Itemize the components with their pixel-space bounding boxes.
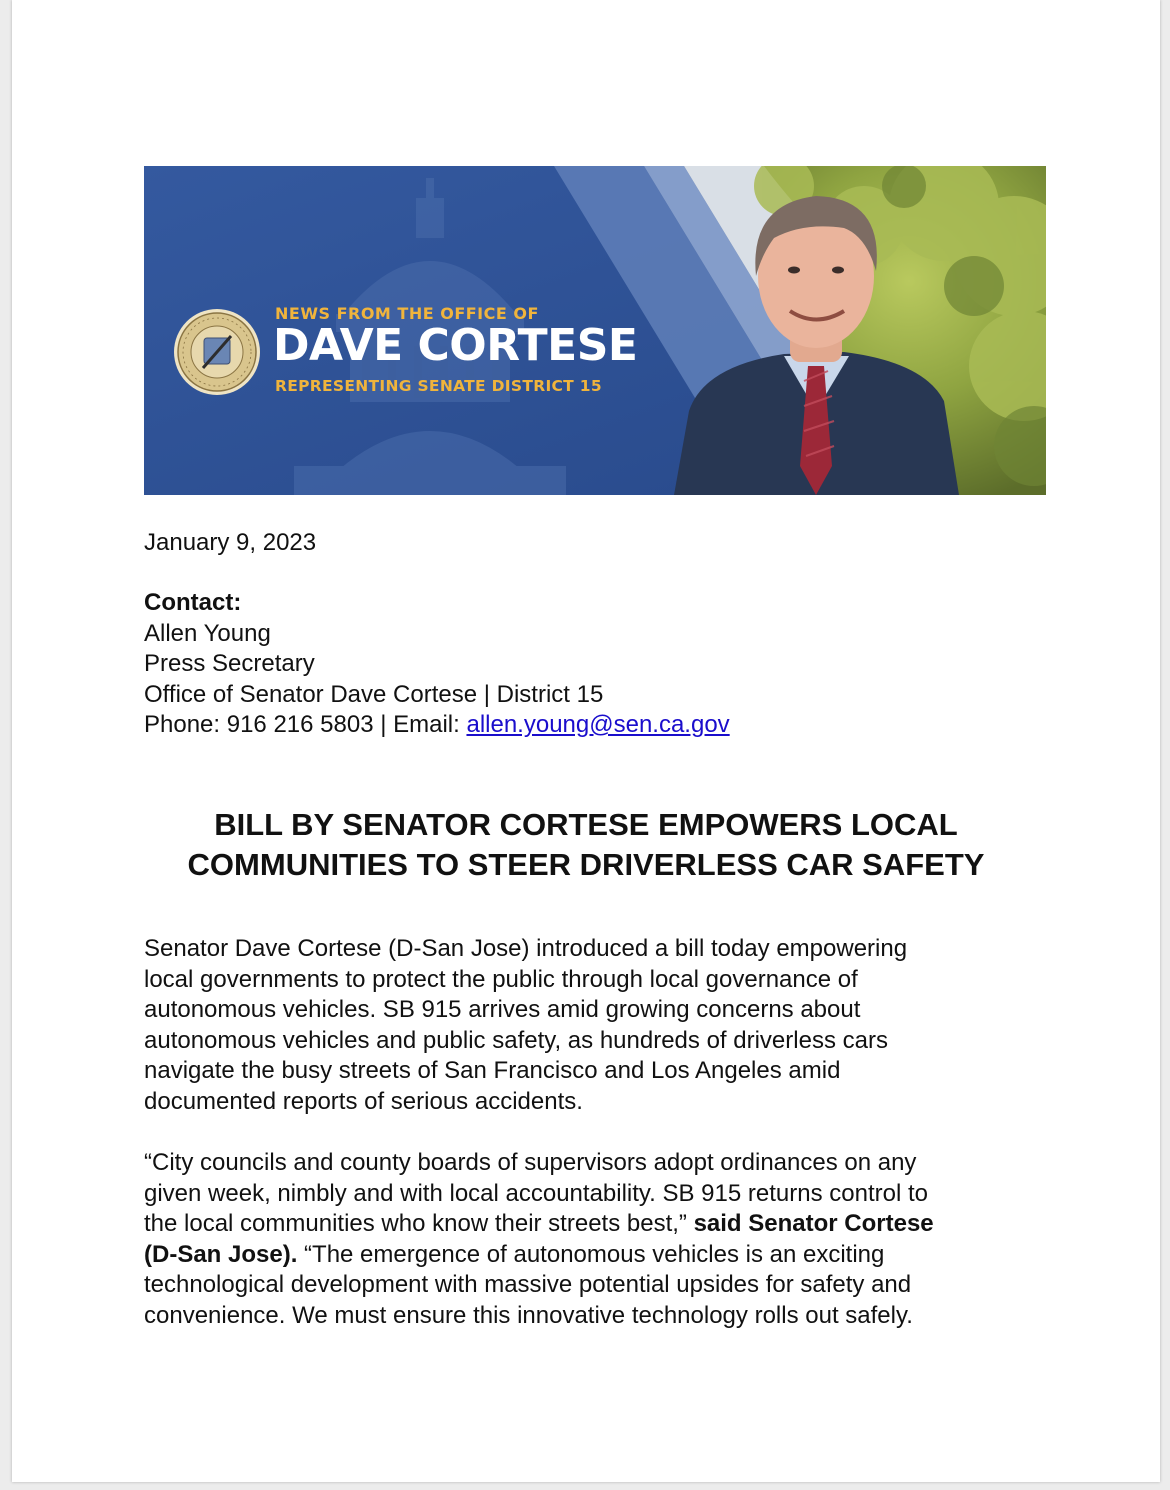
paragraph-2-line: given week, nimbly and with local accountability. SB 915 returns control to: [144, 1179, 928, 1207]
paragraph-1-line: autonomous vehicles and public safety, as hundreds of driverless cars: [144, 1026, 888, 1054]
quote-attribution: said Senator Cortese: [693, 1210, 934, 1237]
press-release-headline: [112, 805, 1060, 885]
paragraph-2-text: the local communities who know their streets best,”: [144, 1210, 694, 1237]
contact-block: [144, 588, 730, 741]
contact-name: Allen Young: [144, 619, 271, 647]
body-paragraph-1: [144, 934, 1024, 1117]
paragraph-1-line: documented reports of serious accidents.: [144, 1087, 583, 1115]
press-release-banner: [144, 166, 1046, 495]
paragraph-2-line: “City councils and county boards of supervisors adopt ordinances on any: [144, 1149, 917, 1176]
paragraph-1-line: autonomous vehicles. SB 915 arrives amid growing concerns about: [144, 996, 861, 1023]
document-page: [12, 0, 1160, 1482]
release-date: January 9, 2023: [144, 529, 317, 556]
banner-kicker: NEWS FROM THE OFFICE OF: [275, 304, 539, 323]
contact-label: Contact:: [144, 589, 242, 616]
paragraph-1-line: navigate the busy streets of San Francisco and Los Angeles amid: [144, 1057, 841, 1084]
banner-district: REPRESENTING SENATE DISTRICT 15: [275, 377, 602, 395]
paragraph-2-text: “The emergence of autonomous vehicles is an exciting: [297, 1240, 885, 1268]
paragraph-2-line: convenience. We must ensure this innovative technology rolls out safely.: [144, 1301, 913, 1329]
paragraph-1-line: Senator Dave Cortese (D-San Jose) introduced a bill today empowering: [144, 935, 908, 962]
paragraph-2-line: [144, 1240, 1024, 1271]
paragraph-2-line: [144, 1209, 1024, 1240]
body-paragraph-2: [144, 1148, 1024, 1331]
contact-office: Office of Senator Dave Cortese | District 15: [144, 680, 604, 708]
contact-title: Press Secretary: [144, 650, 315, 677]
headline-line-1: BILL BY SENATOR CORTESE EMPOWERS LOCAL: [214, 807, 958, 842]
paragraph-2-line: technological development with massive potential upsides for safety and: [144, 1271, 912, 1298]
contact-email-link[interactable]: allen.young@sen.ca.gov: [466, 711, 730, 738]
contact-phone: Phone: 916 216 5803 | Email:: [144, 711, 467, 738]
paragraph-1-line: local governments to protect the public through local governance of: [144, 965, 858, 993]
banner-senator-name: DAVE CORTESE: [273, 320, 638, 371]
quote-attribution-party: (D-San Jose).: [144, 1240, 298, 1268]
senate-seal-icon: [173, 308, 261, 396]
headline-line-2: COMMUNITIES TO STEER DRIVERLESS CAR SAFETY: [187, 847, 985, 882]
contact-phone-email: [144, 710, 730, 741]
